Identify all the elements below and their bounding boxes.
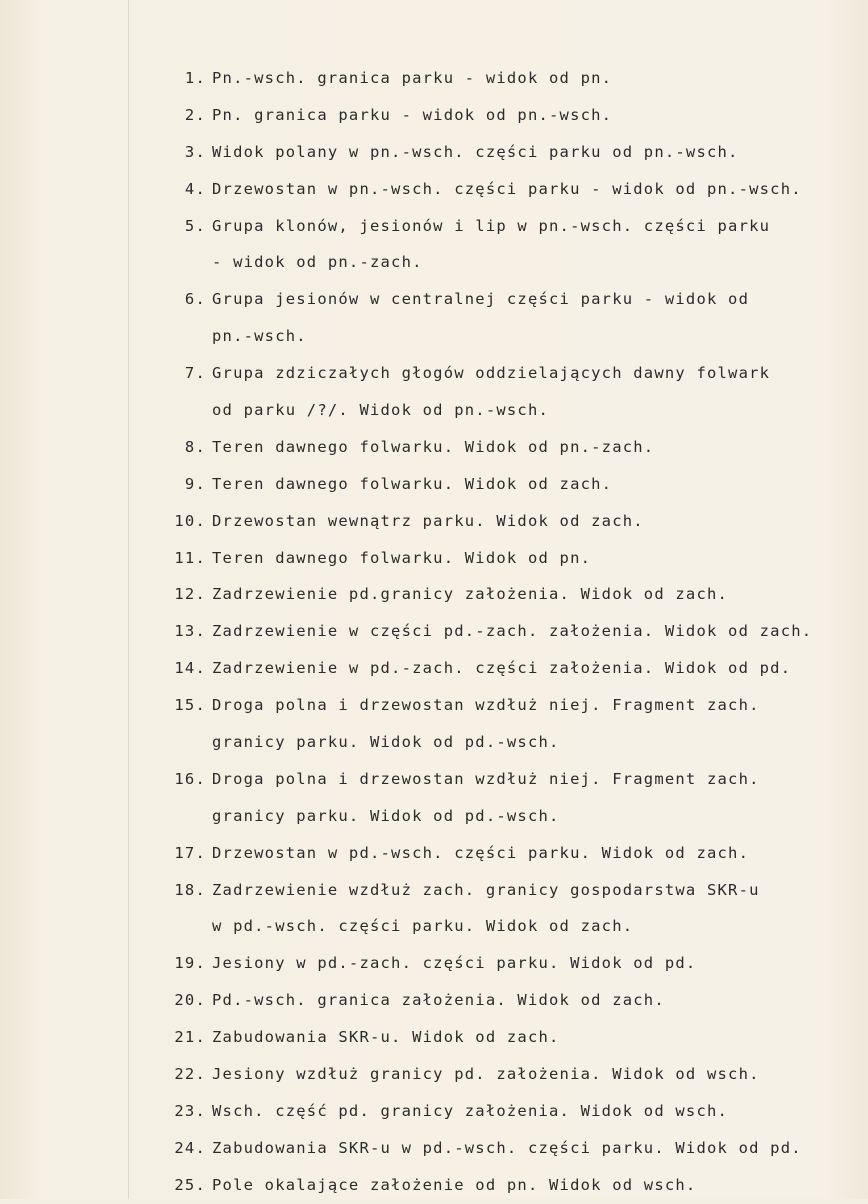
- list-item: [0, 1093, 868, 1130]
- list-item: [0, 208, 868, 245]
- item-number: 7.: [184, 364, 206, 383]
- item-number: 4.: [184, 179, 206, 198]
- item-number: 16.: [174, 769, 206, 788]
- list-item: [0, 872, 868, 909]
- item-text: Pn.-wsch. granica parku - widok od pn.: [212, 69, 613, 87]
- list-item: [0, 613, 868, 650]
- item-text: Zadrzewienie w pd.-zach. części założenia. Widok od pd.: [212, 659, 792, 678]
- list-item: [0, 171, 868, 208]
- item-number: 18.: [174, 880, 206, 899]
- list-item-continuation: [0, 318, 868, 355]
- item-number: 21.: [174, 1028, 206, 1047]
- list-item-continuation: [0, 908, 868, 945]
- list-item-continuation: [0, 798, 868, 835]
- item-number: 15.: [174, 696, 206, 715]
- list-item-continuation: [0, 724, 868, 761]
- list-item: [0, 982, 868, 1019]
- item-text: Drzewostan w pd.-wsch. części parku. Widok od zach.: [212, 843, 750, 862]
- list-item: [0, 281, 868, 318]
- list-item: [0, 945, 868, 982]
- list-item: [0, 576, 868, 613]
- item-text: Jesiony wzdłuż granicy pd. założenia. Widok od wsch.: [212, 1065, 760, 1084]
- list-item: [0, 60, 868, 97]
- list-item: [0, 1019, 868, 1056]
- item-number: 9.: [184, 474, 206, 493]
- item-text: Zabudowania SKR-u. Widok od zach.: [212, 1028, 560, 1047]
- item-text: Zadrzewienie wzdłuż zach. granicy gospodarstwa SKR-u: [212, 880, 760, 899]
- item-text: Teren dawnego folwarku. Widok od pn.: [212, 548, 592, 567]
- list-item: [0, 134, 868, 171]
- item-text: Grupa klonów, jesionów i lip w pn.-wsch. części parku: [212, 216, 771, 235]
- item-text: od parku /?/. Widok od pn.-wsch.: [212, 401, 550, 420]
- item-text: granicy parku. Widok od pd.-wsch.: [212, 733, 560, 752]
- list-item: [0, 1130, 868, 1167]
- item-text: Droga polna i drzewostan wzdłuż niej. Fragment zach.: [212, 696, 760, 715]
- item-number: 10.: [174, 511, 206, 530]
- item-number: 13.: [174, 622, 206, 641]
- list-item: [0, 466, 868, 503]
- item-text: Zadrzewienie pd.granicy założenia. Widok od zach.: [212, 585, 729, 604]
- item-number: 2.: [184, 105, 206, 124]
- item-text: Wsch. część pd. granicy założenia. Widok od wsch.: [212, 1101, 729, 1120]
- list-item: [0, 540, 868, 577]
- item-text: Zadrzewienie w części pd.-zach. założenia. Widok od zach.: [212, 622, 813, 641]
- item-text: Widok polany w pn.-wsch. części parku od pn.-wsch.: [212, 142, 739, 161]
- list-item: [0, 650, 868, 687]
- item-number: 23.: [174, 1101, 206, 1120]
- item-text: pn.-wsch.: [212, 327, 307, 346]
- item-number: 17.: [174, 843, 206, 862]
- item-text: Teren dawnego folwarku. Widok od pn.-zach.: [212, 437, 655, 456]
- item-text: granicy parku. Widok od pd.-wsch.: [212, 806, 560, 825]
- list-item-continuation: [0, 392, 868, 429]
- list-item: [0, 97, 868, 134]
- list-item: [0, 429, 868, 466]
- list-item: [0, 1056, 868, 1093]
- item-number: 24.: [174, 1138, 206, 1157]
- list-item: [0, 761, 868, 798]
- item-text: Pd.-wsch. granica założenia. Widok od zach.: [212, 991, 665, 1010]
- item-text: Pn. granica parku - widok od pn.-wsch.: [212, 105, 613, 124]
- item-number: 14.: [174, 659, 206, 678]
- item-text: Drzewostan wewnątrz parku. Widok od zach.: [212, 511, 644, 530]
- item-number: 8.: [184, 437, 206, 456]
- item-number: 5.: [184, 216, 206, 235]
- item-text: Grupa zdziczałych głogów oddzielających dawny folwark: [212, 364, 771, 383]
- item-text: Pole okalające założenie od pn. Widok od wsch.: [212, 1175, 697, 1194]
- item-text: w pd.-wsch. części parku. Widok od zach.: [212, 917, 634, 936]
- item-text: Drzewostan w pn.-wsch. części parku - widok od pn.-wsch.: [212, 179, 802, 198]
- numbered-list: [0, 60, 868, 1204]
- item-text: Zabudowania SKR-u w pd.-wsch. części parku. Widok od pd.: [212, 1138, 802, 1157]
- list-item: [0, 1167, 868, 1204]
- item-text: Teren dawnego folwarku. Widok od zach.: [212, 474, 613, 493]
- item-text: - widok od pn.-zach.: [212, 253, 423, 272]
- item-number: 20.: [174, 991, 206, 1010]
- item-number: 11.: [174, 548, 206, 567]
- item-number: 22.: [174, 1065, 206, 1084]
- list-item-continuation: [0, 244, 868, 281]
- list-item: [0, 835, 868, 872]
- item-number: 6.: [184, 290, 206, 309]
- item-number: 19.: [174, 954, 206, 973]
- item-text: Grupa jesionów w centralnej części parku - widok od: [212, 290, 750, 309]
- list-item: [0, 687, 868, 724]
- item-number: 25.: [174, 1175, 206, 1194]
- item-text: Droga polna i drzewostan wzdłuż niej. Fragment zach.: [212, 769, 760, 788]
- list-item: [0, 355, 868, 392]
- item-text: Jesiony w pd.-zach. części parku. Widok od pd.: [212, 954, 697, 973]
- item-number: 3.: [184, 142, 206, 161]
- list-item: [0, 503, 868, 540]
- item-number: 1.: [184, 69, 206, 87]
- item-number: 12.: [174, 585, 206, 604]
